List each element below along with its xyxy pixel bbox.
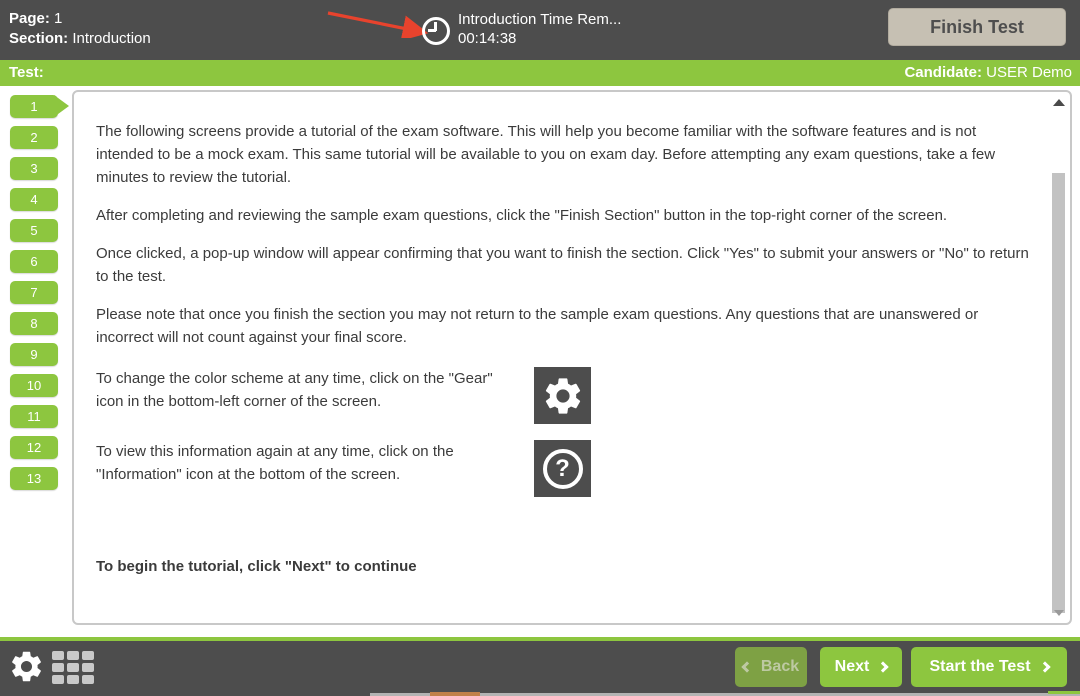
page-navigator [10,95,80,498]
test-bar [0,60,1080,86]
scrollbar-thumb[interactable] [1052,173,1065,613]
back-button[interactable] [735,647,807,687]
start-button-label: Start the Test [929,658,1031,675]
gear-hint-text: To change the color scheme at any time, click on the "Gear" icon in the bottom-left corner of the screen. [96,370,493,410]
page-tab-5[interactable]: 5 [10,219,58,242]
gear-hint-row [96,367,1031,424]
candidate-label: Candidate: [904,64,982,81]
bottom-edge-orange [430,692,480,696]
page-tab-6[interactable]: 6 [10,250,58,273]
page-tab-10[interactable]: 10 [10,374,58,397]
section-label: Section: [9,30,69,47]
scroll-up-arrow-icon[interactable] [1053,99,1065,106]
next-button-label: Next [834,658,870,675]
page-section-info [9,9,151,49]
chevron-left-icon [741,661,752,672]
information-hint-row [96,440,1031,497]
page-value: 1 [54,10,63,27]
candidate-value: USER Demo [986,64,1072,81]
question-grid-icon[interactable] [52,651,94,684]
bottom-edge-green [1048,691,1080,694]
chevron-right-icon [878,661,889,672]
section-indicator [9,29,151,49]
timer [458,10,621,48]
chevron-right-icon [1039,661,1050,672]
settings-gear-icon[interactable] [8,648,45,685]
begin-tutorial-note: To begin the tutorial, click "Next" to continue [96,558,417,575]
candidate-info [904,60,1072,86]
scroll-down-arrow-icon[interactable] [1054,610,1064,616]
question-mark-glyph: ? [543,449,583,489]
timer-title: Introduction Time Rem... [458,11,622,28]
page-tab-9[interactable]: 9 [10,343,58,366]
page-tab-7[interactable]: 7 [10,281,58,304]
page-tab-1[interactable]: 1 [10,95,58,118]
timer-clock-icon [422,17,450,45]
tutorial-text [96,120,1031,578]
tutorial-paragraph: The following screens provide a tutorial of the exam software. This will help you become familiar with the software features and is not intended to be a mock exam. This same tutorial will be available to you on exam day. Before attempting any exam questions, take a few minutes to review the tutorial. [96,123,996,186]
top-header [0,0,1080,60]
page-tab-11[interactable]: 11 [10,405,58,428]
tutorial-paragraph: After completing and reviewing the sample exam questions, click the "Finish Section" button in the top-right corner of the screen. [96,207,948,224]
tutorial-paragraph: Once clicked, a pop-up window will appear confirming that you want to finish the section. Click "Yes" to submit your answers or "No" to return to the test. [96,245,1029,285]
next-button[interactable] [820,647,902,687]
test-label: Test: [9,64,44,81]
start-the-test-button[interactable] [911,647,1067,687]
content-scrollbar[interactable] [1051,95,1066,620]
finish-test-button[interactable]: Finish Test [888,8,1066,46]
page-tab-3[interactable]: 3 [10,157,58,180]
page-tab-13[interactable]: 13 [10,467,58,490]
page-tab-4[interactable]: 4 [10,188,58,211]
information-hint-text: To view this information again at any time, click on the "Information" icon at the bottom of the screen. [96,443,454,483]
page-tab-8[interactable]: 8 [10,312,58,335]
gear-icon [534,367,591,424]
page-tab-12[interactable]: 12 [10,436,58,459]
section-value: Introduction [72,30,151,47]
tutorial-paragraph: Please note that once you finish the section you may not return to the sample exam questions. Any questions that are unanswered or incorrect will not count against your final score. [96,306,979,346]
back-button-label: Back [760,658,800,675]
timer-value: 00:14:38 [458,30,517,47]
information-icon [534,440,591,497]
tutorial-content-panel [72,90,1072,625]
bottom-toolbar [0,641,1080,692]
page-label: Page: [9,10,50,27]
red-annotation-arrow [324,8,436,38]
page-tab-2[interactable]: 2 [10,126,58,149]
page-indicator [9,9,151,29]
